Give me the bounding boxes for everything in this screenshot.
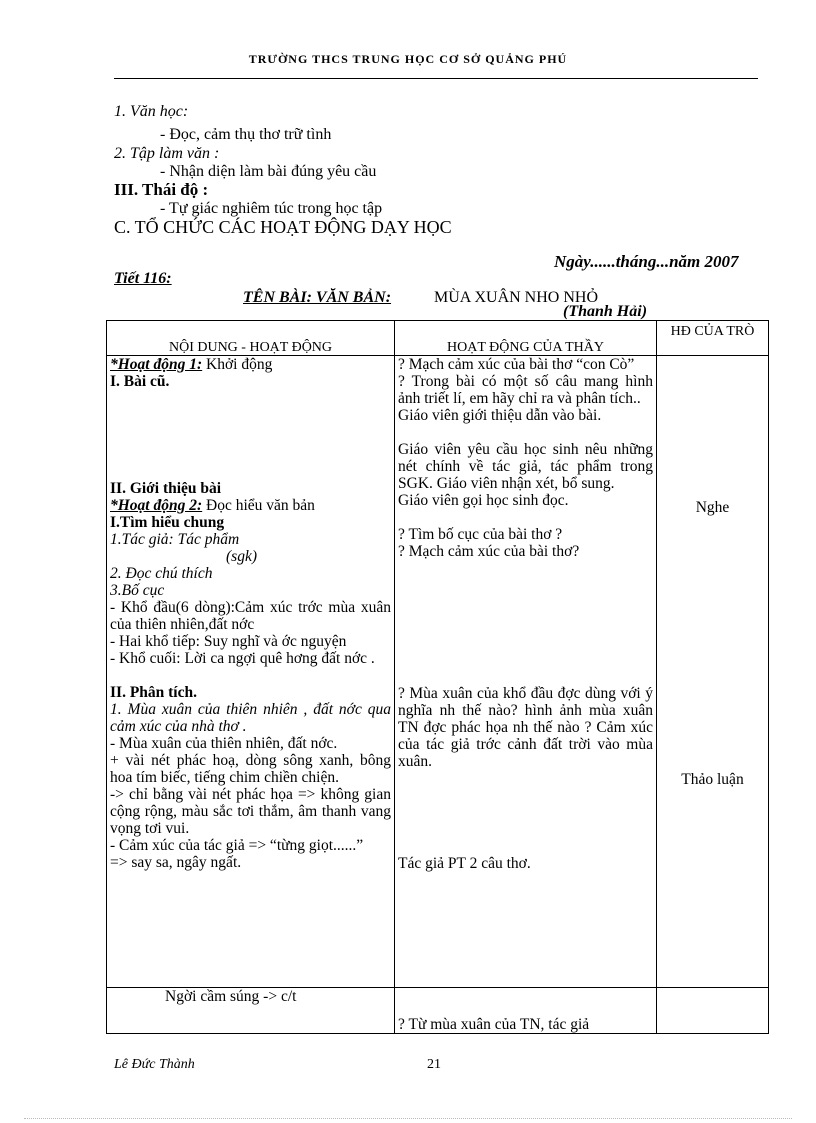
attitude-heading: III. Thái độ : bbox=[114, 180, 209, 199]
activity-2-label: *Hoạt động 2: bbox=[110, 497, 203, 514]
header-teacher: HOẠT ĐỘNG CỦA THẦY bbox=[395, 321, 657, 356]
teacher-activity: Giáo viên giới thiệu dẫn vào bài. bbox=[398, 407, 602, 424]
analysis-item: -> chỉ bằng vài nét phác họa => không gian cộng rộng, màu sắc tơi thắm, âm thanh vang vọng tơi vui. bbox=[110, 786, 391, 837]
content-cell bbox=[107, 988, 395, 1034]
header-content: NỘI DUNG - HOẠT ĐỘNG bbox=[107, 321, 395, 356]
teacher-cell bbox=[395, 356, 657, 988]
page-number: 21 bbox=[427, 1057, 441, 1072]
read-notes: 2. Đọc chú thích bbox=[110, 565, 213, 582]
student-activity: Nghe bbox=[695, 499, 730, 516]
table-row bbox=[107, 356, 769, 988]
school-header: TRƯỜNG THCS TRUNG HỌC CƠ SỞ QUẢNG PHÚ bbox=[248, 52, 568, 66]
sgk-note: (sgk) bbox=[226, 548, 257, 565]
table-row bbox=[107, 988, 769, 1034]
lesson-author: (Thanh Hải) bbox=[563, 303, 648, 320]
writing-item: - Nhận diện làm bài đúng yêu cầu bbox=[160, 163, 377, 180]
analysis-item: - Cảm xúc của tác giả => “từng giọt......” bbox=[110, 837, 364, 854]
lesson-table bbox=[106, 320, 769, 1034]
activity-1-label: *Hoạt động 1: bbox=[110, 356, 203, 373]
analysis-item: + vài nét phác hoạ, dòng sông xanh, bông hoa tím biếc, tiếng chim chiền chiện. bbox=[110, 752, 391, 786]
footer-author: Lê Đức Thành bbox=[114, 1057, 195, 1072]
student-cell bbox=[657, 988, 769, 1034]
teacher-activity: Tác giả PT 2 câu thơ. bbox=[398, 855, 531, 872]
analysis-heading: II. Phân tích. bbox=[110, 684, 197, 701]
structure-item: - Hai khổ tiếp: Suy nghĩ và ớc nguyện bbox=[110, 633, 347, 650]
lesson-title: MÙA XUÂN NHO NHỎ bbox=[434, 289, 598, 306]
author-work: 1.Tác giả: Tác phẩm bbox=[110, 531, 240, 548]
page-edge bbox=[24, 1118, 792, 1119]
content-text: Ngời cầm súng -> c/t bbox=[165, 988, 297, 1005]
structure-item: - Khổ đầu(6 dòng):Cảm xúc trớc mùa xuân của thiên nhiên,đất nớc bbox=[110, 599, 391, 633]
teacher-activity: Giáo viên gọi học sinh đọc. bbox=[398, 492, 569, 509]
teacher-activity: Giáo viên yêu cầu học sinh nêu những nét chính về tác giả, tác phẩm trong SGK. Giáo viên nhận xét, bổ sung. bbox=[398, 441, 653, 492]
teacher-question: ? Mạch cảm xúc của bài thơ? bbox=[398, 543, 580, 560]
lesson-date: Ngày......tháng...năm 2007 bbox=[554, 252, 739, 271]
student-cell bbox=[657, 356, 769, 988]
literature-heading: 1. Văn học: bbox=[114, 103, 189, 120]
activity-1-text: Khởi động bbox=[202, 356, 273, 373]
teacher-question: ? Trong bài có một số câu mang hình ảnh triết lí, em hãy chỉ ra và phân tích.. bbox=[398, 373, 653, 407]
analysis-item: 1. Mùa xuân của thiên nhiên , đất nớc qua cảm xúc của nhà thơ . bbox=[110, 701, 391, 735]
introduction-heading: II. Giới thiệu bài bbox=[110, 480, 222, 497]
student-activity: Thảo luận bbox=[681, 771, 744, 788]
teacher-cell bbox=[395, 988, 657, 1034]
teacher-question: ? Mùa xuân của khổ đầu đợc dùng với ý nghĩa nh thế nào? hình ảnh mùa xuân TN đợc phác họa nh thế nào ? Cảm xúc của tác giả trớc cảnh đất trời vào mùa xuân. bbox=[398, 685, 653, 770]
header-rule bbox=[114, 78, 758, 79]
activity-2-text: Đọc hiểu văn bản bbox=[202, 497, 315, 514]
writing-heading: 2. Tập làm văn : bbox=[114, 145, 220, 162]
literature-item: - Đọc, cảm thụ thơ trữ tình bbox=[160, 126, 332, 143]
section-c-heading: C. TỔ CHỨC CÁC HOẠT ĐỘNG DẠY HỌC bbox=[114, 217, 452, 237]
structure-item: - Khổ cuối: Lời ca ngợi quê hơng đất nớc . bbox=[110, 650, 375, 667]
analysis-item: => say sa, ngây ngất. bbox=[110, 854, 242, 871]
teacher-question: ? Mạch cảm xúc của bài thơ “con Cò” bbox=[398, 356, 635, 373]
teacher-question: ? Từ mùa xuân của TN, tác giả bbox=[398, 1016, 590, 1033]
header-student: HĐ CỦA TRÒ bbox=[657, 321, 769, 356]
attitude-item: - Tự giác nghiêm túc trong học tập bbox=[160, 200, 383, 217]
activity-2 bbox=[110, 497, 391, 514]
general-heading: I.Tìm hiểu chung bbox=[110, 514, 225, 531]
structure-heading: 3.Bố cục bbox=[110, 582, 165, 599]
lesson-period: Tiết 116: bbox=[114, 270, 172, 287]
table-header-row bbox=[107, 321, 769, 356]
teacher-question: ? Tìm bố cục của bài thơ ? bbox=[398, 526, 563, 543]
content-cell bbox=[107, 356, 395, 988]
analysis-item: - Mùa xuân của thiên nhiên, đất nớc. bbox=[110, 735, 338, 752]
lesson-title-label: TÊN BÀI: VĂN BẢN: bbox=[243, 289, 392, 306]
activity-1 bbox=[110, 356, 391, 373]
old-lesson-heading: I. Bài cũ. bbox=[110, 373, 170, 390]
